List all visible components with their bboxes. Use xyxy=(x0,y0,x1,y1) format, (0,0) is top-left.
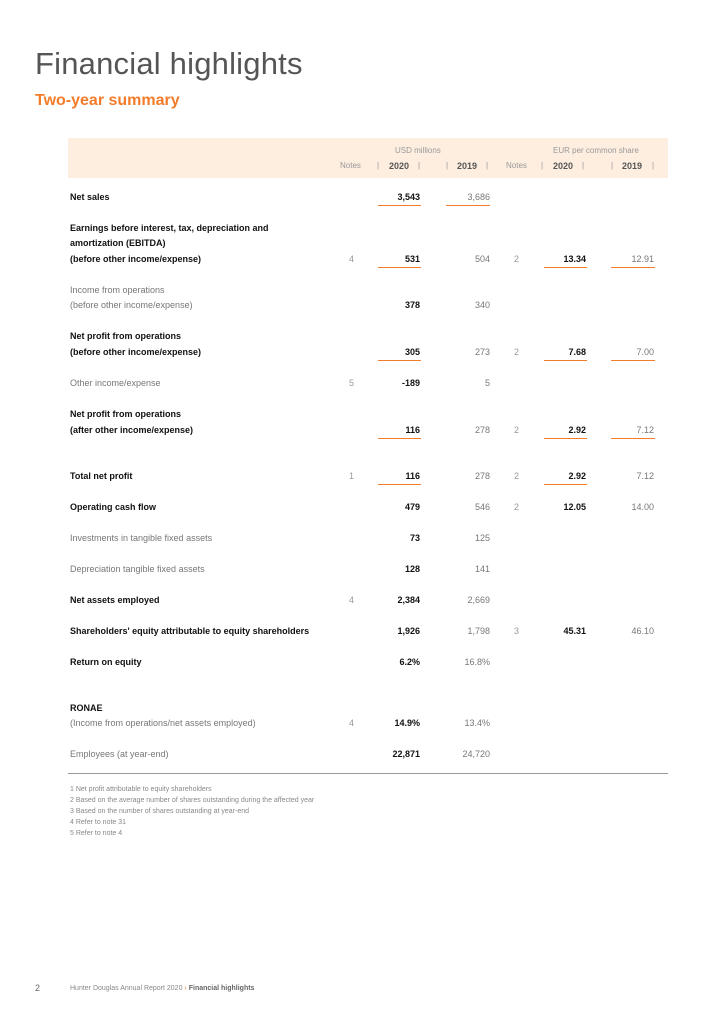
underline xyxy=(611,360,655,361)
underline xyxy=(378,484,421,485)
note-ref: 4 xyxy=(349,718,355,728)
eur-2019-value: 14.00 xyxy=(631,502,654,512)
eur-2019-value: 7.00 xyxy=(636,347,654,357)
usd-2020-value: 479 xyxy=(404,502,420,512)
eur-2020-value: 7.68 xyxy=(568,347,586,357)
row-label: (before other income/expense) xyxy=(70,347,202,357)
eur-2019-header: 2019 xyxy=(622,161,643,171)
eur-2019-value: 46.10 xyxy=(631,626,654,636)
usd-2020-value: 2,384 xyxy=(397,595,420,605)
row-label: Income from operations xyxy=(70,285,165,295)
usd-2019-value: 125 xyxy=(474,533,490,543)
usd-2020-value: 22,871 xyxy=(392,749,420,759)
usd-2019-value: 3,686 xyxy=(467,192,490,202)
usd-2020-value: 128 xyxy=(404,564,420,574)
row-label: Employees (at year-end) xyxy=(70,749,169,759)
row-label: (Income from operations/net assets employed) xyxy=(70,718,256,728)
notes-header: Notes xyxy=(340,161,361,170)
note-ref: 4 xyxy=(349,595,355,605)
underline xyxy=(378,205,421,206)
row-label: Return on equity xyxy=(70,657,142,667)
footer-text xyxy=(70,985,254,992)
pipe: | xyxy=(652,161,655,170)
row-label: Operating cash flow xyxy=(70,502,157,512)
usd-2020-value: 3,543 xyxy=(397,192,420,202)
usd-2019-value: 546 xyxy=(474,502,490,512)
usd-2020-value: 6.2% xyxy=(399,657,420,667)
row-label: (before other income/expense) xyxy=(70,300,193,310)
footnote: 3 Based on the number of shares outstanding at year-end xyxy=(70,808,250,815)
pipe: | xyxy=(611,161,614,170)
notes-header: Notes xyxy=(506,161,527,170)
note-ref: 4 xyxy=(349,254,355,264)
note-ref: 1 xyxy=(349,471,355,481)
usd-2020-value: 305 xyxy=(404,347,420,357)
row-label: Earnings before interest, tax, depreciation and xyxy=(70,223,269,233)
row-label: Net profit from operations xyxy=(70,409,182,419)
row-label: Net profit from operations xyxy=(70,331,182,341)
usd-2019-value: 141 xyxy=(474,564,490,574)
footer-section: Financial highlights xyxy=(188,985,255,992)
usd-2019-value: 340 xyxy=(474,300,490,310)
eur-2020-value: 2.92 xyxy=(568,425,586,435)
eur-2019-value: 7.12 xyxy=(636,471,654,481)
usd-2020-header: 2020 xyxy=(389,161,410,171)
usd-2020-value: 116 xyxy=(405,471,420,481)
row-label: Total net profit xyxy=(70,471,133,481)
pipe: | xyxy=(418,161,421,170)
row-label: Shareholders' equity attributable to equity shareholders xyxy=(70,626,310,636)
eur-2020-value: 45.31 xyxy=(563,626,586,636)
eur-note-ref: 2 xyxy=(514,502,520,512)
underline xyxy=(378,360,421,361)
underline xyxy=(611,267,655,268)
pipe: | xyxy=(377,161,380,170)
eur-note-ref: 2 xyxy=(514,254,520,264)
table-header xyxy=(68,138,668,178)
eur-note-ref: 3 xyxy=(514,626,520,636)
pipe: | xyxy=(446,161,449,170)
footer-separator: › xyxy=(184,985,187,992)
underline xyxy=(446,205,490,206)
usd-2020-value: 116 xyxy=(405,425,420,435)
page-number: 2 xyxy=(35,983,41,993)
row-label: Net assets employed xyxy=(70,595,160,605)
eur-group-label: EUR per common share xyxy=(553,146,639,155)
usd-2019-value: 24,720 xyxy=(462,749,490,759)
note-ref: 5 xyxy=(349,378,355,388)
underline xyxy=(544,438,587,439)
usd-group-label: USD millions xyxy=(395,146,441,155)
usd-2019-value: 1,798 xyxy=(467,626,490,636)
row-label: Other income/expense xyxy=(70,378,161,388)
footnote: 5 Refer to note 4 xyxy=(70,830,123,837)
underline xyxy=(611,438,655,439)
footnote: 4 Refer to note 31 xyxy=(70,819,127,826)
row-label: Net sales xyxy=(70,192,110,202)
footnote: 1 Net profit attributable to equity shareholders xyxy=(70,786,212,793)
usd-2020-value: 14.9% xyxy=(394,718,420,728)
underline xyxy=(544,360,587,361)
row-label: amortization (EBITDA) xyxy=(70,238,166,248)
eur-2020-value: 2.92 xyxy=(568,471,586,481)
usd-2020-value: 531 xyxy=(404,254,420,264)
eur-note-ref: 2 xyxy=(514,347,520,357)
page-title: Financial highlights xyxy=(35,46,303,81)
usd-2019-value: 16.8% xyxy=(464,657,490,667)
row-label: Investments in tangible fixed assets xyxy=(70,533,213,543)
eur-2019-value: 7.12 xyxy=(636,425,654,435)
eur-note-ref: 2 xyxy=(514,425,520,435)
pipe: | xyxy=(486,161,489,170)
underline xyxy=(544,484,587,485)
eur-2019-value: 12.91 xyxy=(631,254,654,264)
pipe: | xyxy=(541,161,544,170)
row-label: (before other income/expense) xyxy=(70,254,202,264)
usd-2019-value: 2,669 xyxy=(467,595,490,605)
usd-2019-value: 278 xyxy=(474,471,490,481)
footnote: 2 Based on the average number of shares outstanding during the affected year xyxy=(70,797,315,804)
usd-2019-header: 2019 xyxy=(457,161,478,171)
underline xyxy=(378,267,421,268)
usd-2019-value: 278 xyxy=(474,425,490,435)
eur-2020-header: 2020 xyxy=(553,161,574,171)
table-bottom-rule xyxy=(68,773,668,774)
usd-2020-value: 73 xyxy=(409,533,420,543)
underline xyxy=(378,438,421,439)
page-subtitle: Two-year summary xyxy=(35,92,180,109)
eur-2020-value: 13.34 xyxy=(563,254,586,264)
eur-note-ref: 2 xyxy=(514,471,520,481)
usd-2020-value: -189 xyxy=(401,378,420,388)
usd-2019-value: 504 xyxy=(474,254,490,264)
pipe: | xyxy=(582,161,585,170)
row-label: (after other income/expense) xyxy=(70,425,194,435)
usd-2019-value: 5 xyxy=(484,378,490,388)
underline xyxy=(544,267,587,268)
row-label: Depreciation tangible fixed assets xyxy=(70,564,205,574)
eur-2020-value: 12.05 xyxy=(563,502,586,512)
footer-report-name: Hunter Douglas Annual Report 2020 xyxy=(70,985,183,992)
usd-2019-value: 273 xyxy=(474,347,490,357)
usd-2020-value: 1,926 xyxy=(397,626,420,636)
row-label: RONAE xyxy=(70,703,103,713)
usd-2019-value: 13.4% xyxy=(464,718,490,728)
usd-2020-value: 378 xyxy=(404,300,420,310)
